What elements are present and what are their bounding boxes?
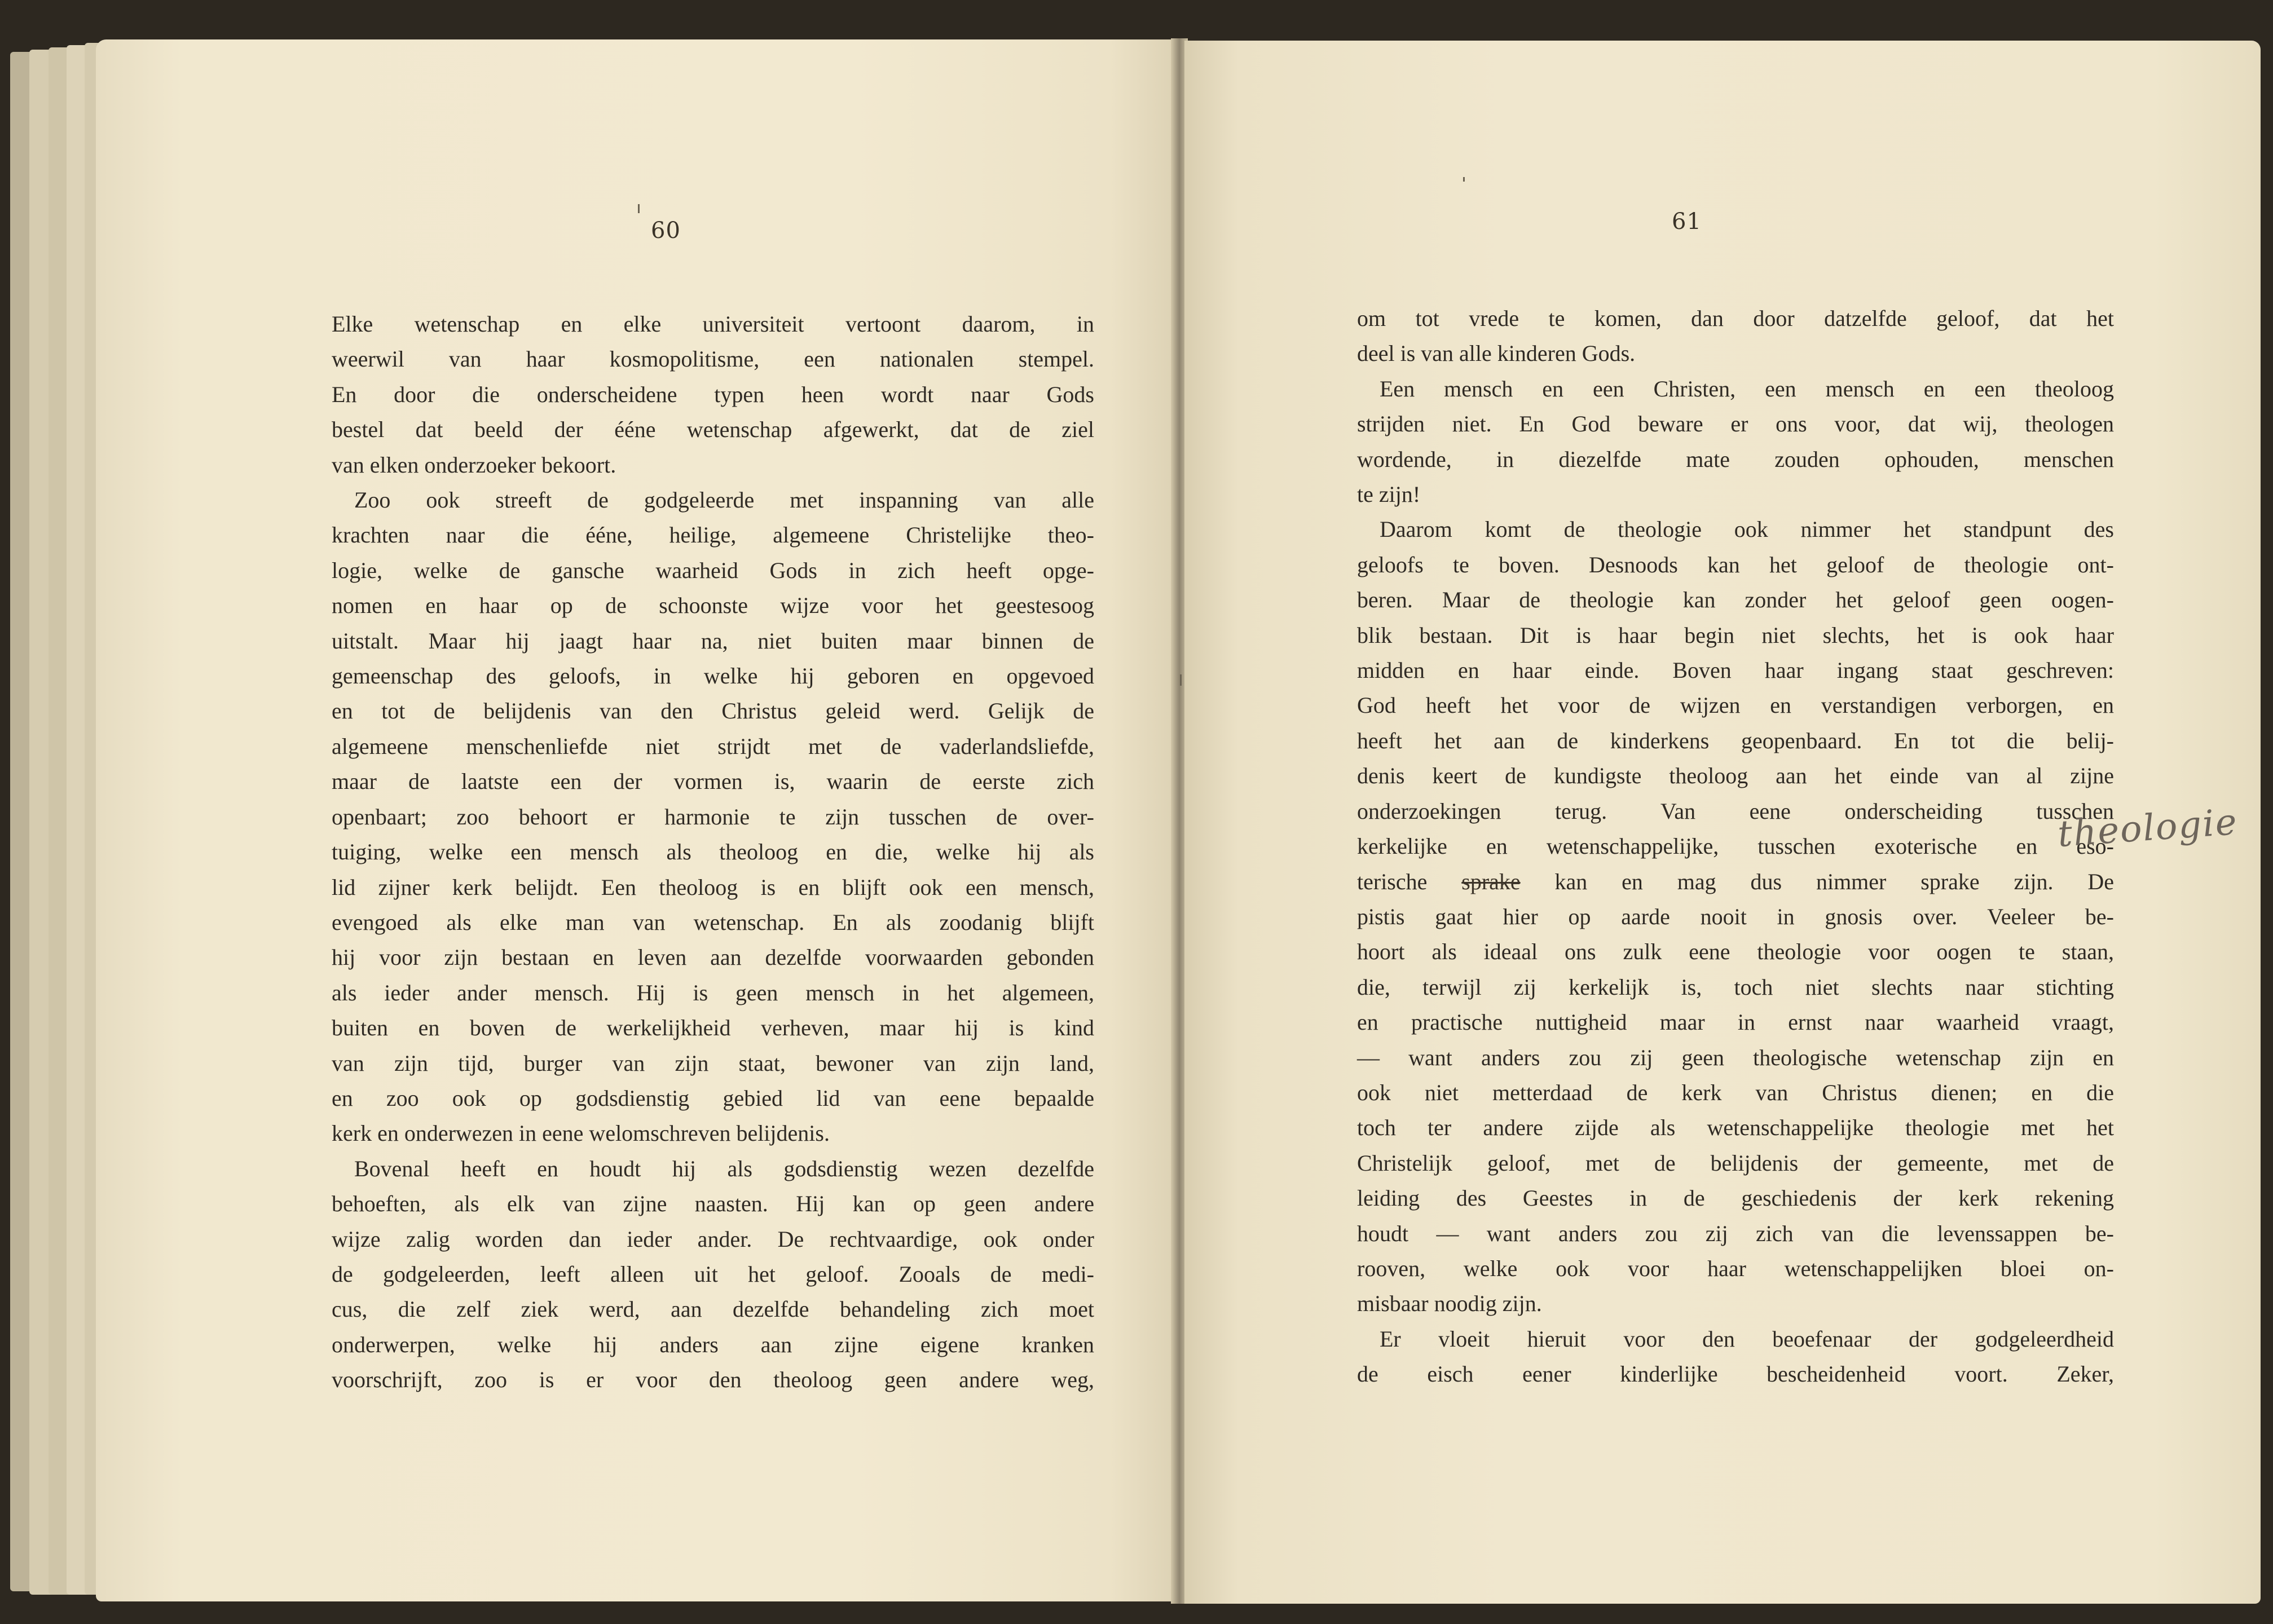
text-line: te zijn! <box>1357 482 1421 508</box>
text-line: die, terwijl zij kerkelijk is, toch niet slechts naar stichting <box>1357 974 2114 1000</box>
text-line: wordende, in diezelfde mate zouden ophouden, menschen <box>1357 446 2114 472</box>
text-line: denis keert de kundigste theoloog aan het einde van al zijne <box>1357 763 2114 789</box>
text-line: hoort als ideaal ons zulk eene theologie voor oogen te staan, <box>1357 939 2114 965</box>
text-line: strijden niet. En God beware er ons voor, dat wij, theologen <box>1357 411 2114 437</box>
text-line: deel is van alle kinderen Gods. <box>1357 341 1636 367</box>
pencil-mark <box>1463 177 1465 182</box>
text-line: hij voor zijn bestaan en leven aan dezelfde voorwaarden gebonden <box>332 945 1094 970</box>
page-number-right: 61 <box>1672 209 1702 235</box>
text-line: weerwil van haar kosmopolitisme, een nationalen stempel. <box>332 346 1094 372</box>
left-page <box>96 39 1174 1601</box>
text-line: als ieder ander mensch. Hij is geen mensch in het algemeen, <box>332 979 1094 1005</box>
text-line: Een mensch en een Christen, een mensch en een theoloog <box>1380 376 2114 401</box>
text-line: — want anders zou zij geen theologische wetenschap zijn en <box>1357 1044 2114 1070</box>
text-line: en zoo ook op godsdienstig gebied lid van eene bepaalde <box>332 1085 1094 1111</box>
pencil-mark <box>638 204 640 213</box>
text-line: pistis gaat hier op aarde nooit in gnosis over. Veeleer be- <box>1357 903 2114 929</box>
text-line: voorschrijft, zoo is er voor den theoloog geen andere weg, <box>332 1367 1094 1393</box>
text-line: leiding des Geestes in de geschiedenis der kerk rekening <box>1357 1185 2114 1211</box>
text-line: rooven, welke ook voor haar wetenschappelijken bloei on- <box>1357 1255 2114 1281</box>
text-line: lid zijner kerk belijdt. Een theoloog is en blijft ook een mensch, <box>332 874 1094 900</box>
text-line: gemeenschap des geloofs, in welke hij geboren en opgevoed <box>332 663 1094 689</box>
text-line: midden en haar einde. Boven haar ingang staat geschreven: <box>1357 657 2114 683</box>
left-page-text <box>332 307 1094 1398</box>
text-line: logie, welke de gansche waarheid Gods in zich heeft opge- <box>332 557 1094 583</box>
text-line: uitstalt. Maar hij jaagt haar na, niet buiten maar binnen de <box>332 628 1094 654</box>
page-number-left: 60 <box>651 218 681 244</box>
text-line: geloofs te boven. Desnoods kan het geloof de theologie ont- <box>1357 551 2114 577</box>
text-line: Bovenal heeft en houdt hij als godsdienstig wezen dezelfde <box>354 1155 1094 1181</box>
struck-word: sprake <box>1461 868 1521 894</box>
text-line: van elken onderzoeker bekoort. <box>332 452 616 478</box>
text-line: houdt — want anders zou zij zich van die levenssappen be- <box>1357 1220 2114 1246</box>
text-line: krachten naar die ééne, heilige, algemeene Christelijke theo- <box>332 522 1094 548</box>
text-line: en tot de belijdenis van den Christus geleid werd. Gelijk de <box>332 698 1094 724</box>
text-line: openbaart; zoo behoort er harmonie te zijn tusschen de over- <box>332 804 1094 829</box>
pencil-mark <box>1180 674 1182 686</box>
text-line: om tot vrede te komen, dan door datzelfde geloof, dat het <box>1357 306 2114 331</box>
text-line: tuiging, welke een mensch als theoloog en die, welke hij als <box>332 839 1094 865</box>
text-line: heeft het aan de kinderkens geopenbaard. En tot die belij- <box>1357 727 2114 753</box>
margin-note: theologie <box>2056 801 2239 856</box>
text-line: God heeft het voor de wijzen en verstandigen verborgen, en <box>1357 692 2114 718</box>
text-line: onderwerpen, welke hij anders aan zijne eigene kranken <box>332 1331 1094 1357</box>
text-line: van zijn tijd, burger van zijn staat, bewoner van zijn land, <box>332 1050 1094 1076</box>
text-line: kerk en onderwezen in eene welomschreven belijdenis. <box>332 1120 830 1146</box>
text-line: en practische nuttigheid maar in ernst naar waarheid vraagt, <box>1357 1009 2114 1035</box>
text-line: Daarom komt de theologie ook nimmer het standpunt des <box>1380 517 2114 542</box>
text-line: beren. Maar de theologie kan zonder het geloof geen oogen- <box>1357 587 2114 613</box>
text-line: misbaar noodig zijn. <box>1357 1291 1542 1317</box>
text-line: Christelijk geloof, met de belijdenis der gemeente, met de <box>1357 1150 2114 1176</box>
text-line: bestel dat beeld der ééne wetenschap afgewerkt, dat de ziel <box>332 417 1094 443</box>
text-segment: kan en mag dus nimmer sprake zijn. De <box>1520 868 2114 894</box>
text-line: behoeften, als elk van zijne naasten. Hij kan op geen andere <box>332 1191 1094 1217</box>
text-line: de eisch eener kinderlijke bescheidenheid voort. Zeker, <box>1357 1361 2114 1387</box>
text-line: En door die onderscheidene typen heen wordt naar Gods <box>332 381 1094 407</box>
text-line: Zoo ook streeft de godgeleerde met inspanning van alle <box>354 487 1094 513</box>
text-line: Elke wetenschap en elke universiteit vertoont daarom, in <box>332 311 1094 337</box>
text-line: maar de laatste een der vormen is, waarin de eerste zich <box>332 769 1094 795</box>
text-line: algemeene menschenliefde niet strijdt met de vaderlandsliefde, <box>332 733 1094 759</box>
text-line: Er vloeit hieruit voor den beoefenaar der godgeleerdheid <box>1380 1326 2114 1352</box>
text-segment: terische <box>1357 868 1462 894</box>
text-line: de godgeleerden, leeft alleen uit het geloof. Zooals de medi- <box>332 1261 1094 1287</box>
text-line: evengoed als elke man van wetenschap. En als zoodanig blijft <box>332 909 1094 935</box>
text-line: blik bestaan. Dit is haar begin niet slechts, het is ook haar <box>1357 622 2114 648</box>
text-line: cus, die zelf ziek werd, aan dezelfde behandeling zich moet <box>332 1296 1094 1322</box>
text-line: wijze zalig worden dan ieder ander. De rechtvaardige, ook onder <box>332 1226 1094 1252</box>
right-page-text <box>1357 301 2114 1392</box>
text-line: nomen en haar op de schoonste wijze voor het geestesoog <box>332 593 1094 619</box>
text-line <box>1357 864 2114 899</box>
text-line: buiten en boven de werkelijkheid verheven, maar hij is kind <box>332 1015 1094 1041</box>
text-line: kerkelijke en wetenschappelijke, tusschen exoterische en eso- <box>1357 833 2114 859</box>
text-line: ook niet metterdaad de kerk van Christus dienen; en die <box>1357 1079 2114 1105</box>
text-line: onderzoekingen terug. Van eene onderscheiding tusschen <box>1357 798 2114 824</box>
text-line: toch ter andere zijde als wetenschappelijke theologie met het <box>1357 1115 2114 1141</box>
